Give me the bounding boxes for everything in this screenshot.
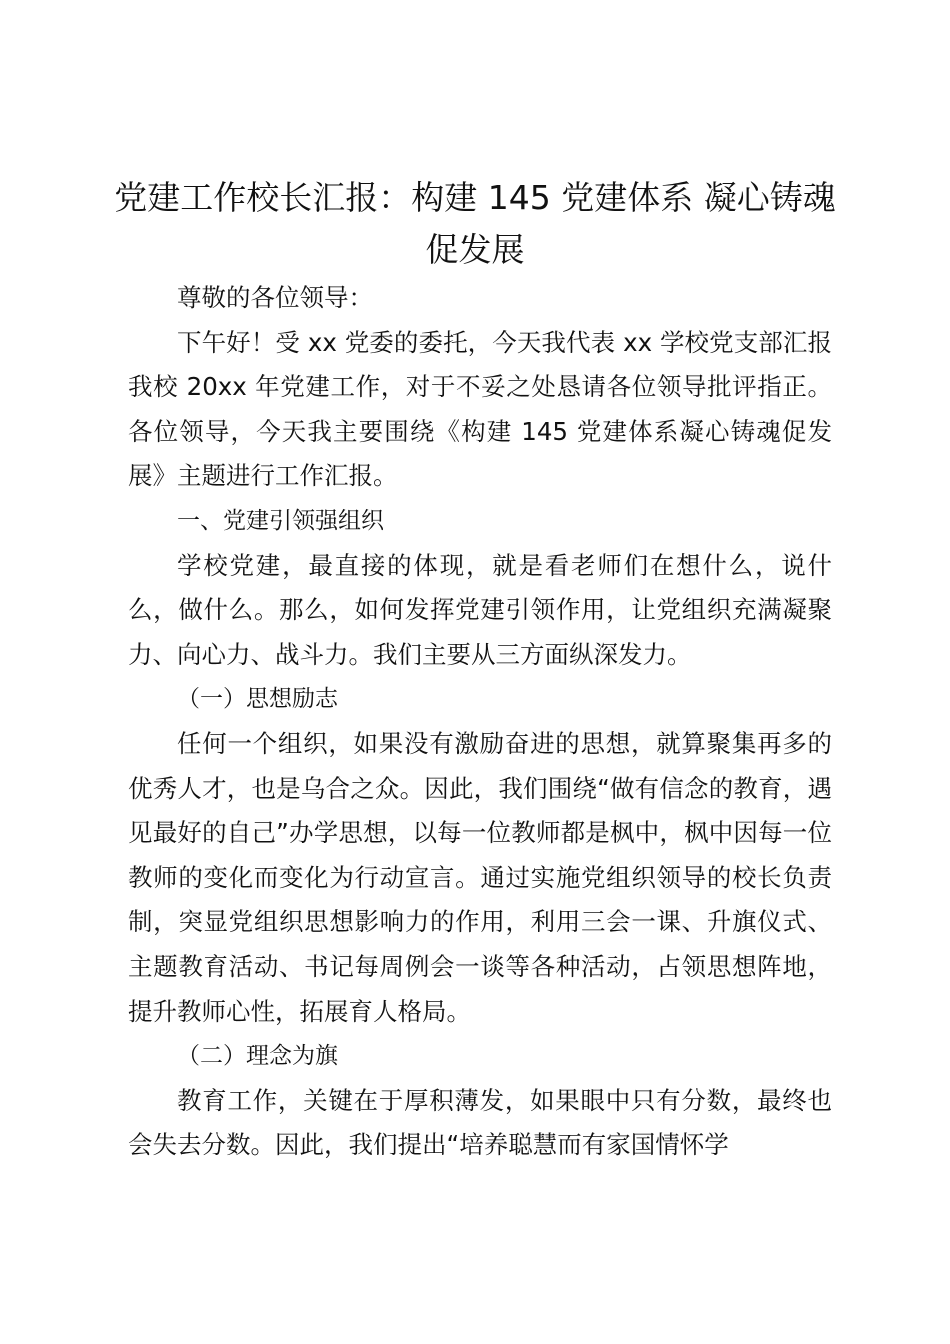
section-heading-1: 一、党建引领强组织: [176, 507, 384, 534]
salutation: 尊敬的各位领导：: [177, 283, 373, 312]
document-title: 党建工作校长汇报：构建 145 党建体系 凝心铸魂促发展: [114, 178, 836, 269]
subsection-heading-2: （二）理念为旗: [176, 1043, 338, 1070]
subsection-heading-1: （一）思想励志: [176, 686, 338, 713]
subsection-2-paragraph: 教育工作，关键在于厚积薄发，如果眼中只有分数，最终也会失去分数。因此，我们提出“培养聪慧而有家国情怀学: [128, 1085, 832, 1160]
document-body: [128, 276, 832, 1168]
intro-paragraph: 下午好！受 xx 党委的委托，今天我代表 xx 学校党支部汇报我校 20xx 年党建工作，对于不妥之处恳请各位领导批评指正。各位领导，今天我主要围绕《构建 145 党建体系凝心铸魂促发展》主题进行工作汇报。: [128, 327, 832, 491]
subsection-1-paragraph: 任何一个组织，如果没有激励奋进的思想，就算聚集再多的优秀人才，也是乌合之众。因此，我们围绕“做有信念的教育，遇见最好的自己”办学思想，以每一位教师都是枫中，枫中因每一位教师的变化而变化为行动宣言。通过实施党组织领导的校长负责制，突显党组织思想影响力的作用，利用三会一课、升旗仪式、主题教育活动、书记每周例会一谈等各种活动，占领思想阵地，提升教师心性，拓展育人格局。: [128, 728, 832, 1026]
section-1-paragraph: 学校党建，最直接的体现，就是看老师们在想什么，说什么，做什么。那么，如何发挥党建引领作用，让党组织充满凝聚力、向心力、战斗力。我们主要从三方面纵深发力。: [128, 550, 832, 669]
